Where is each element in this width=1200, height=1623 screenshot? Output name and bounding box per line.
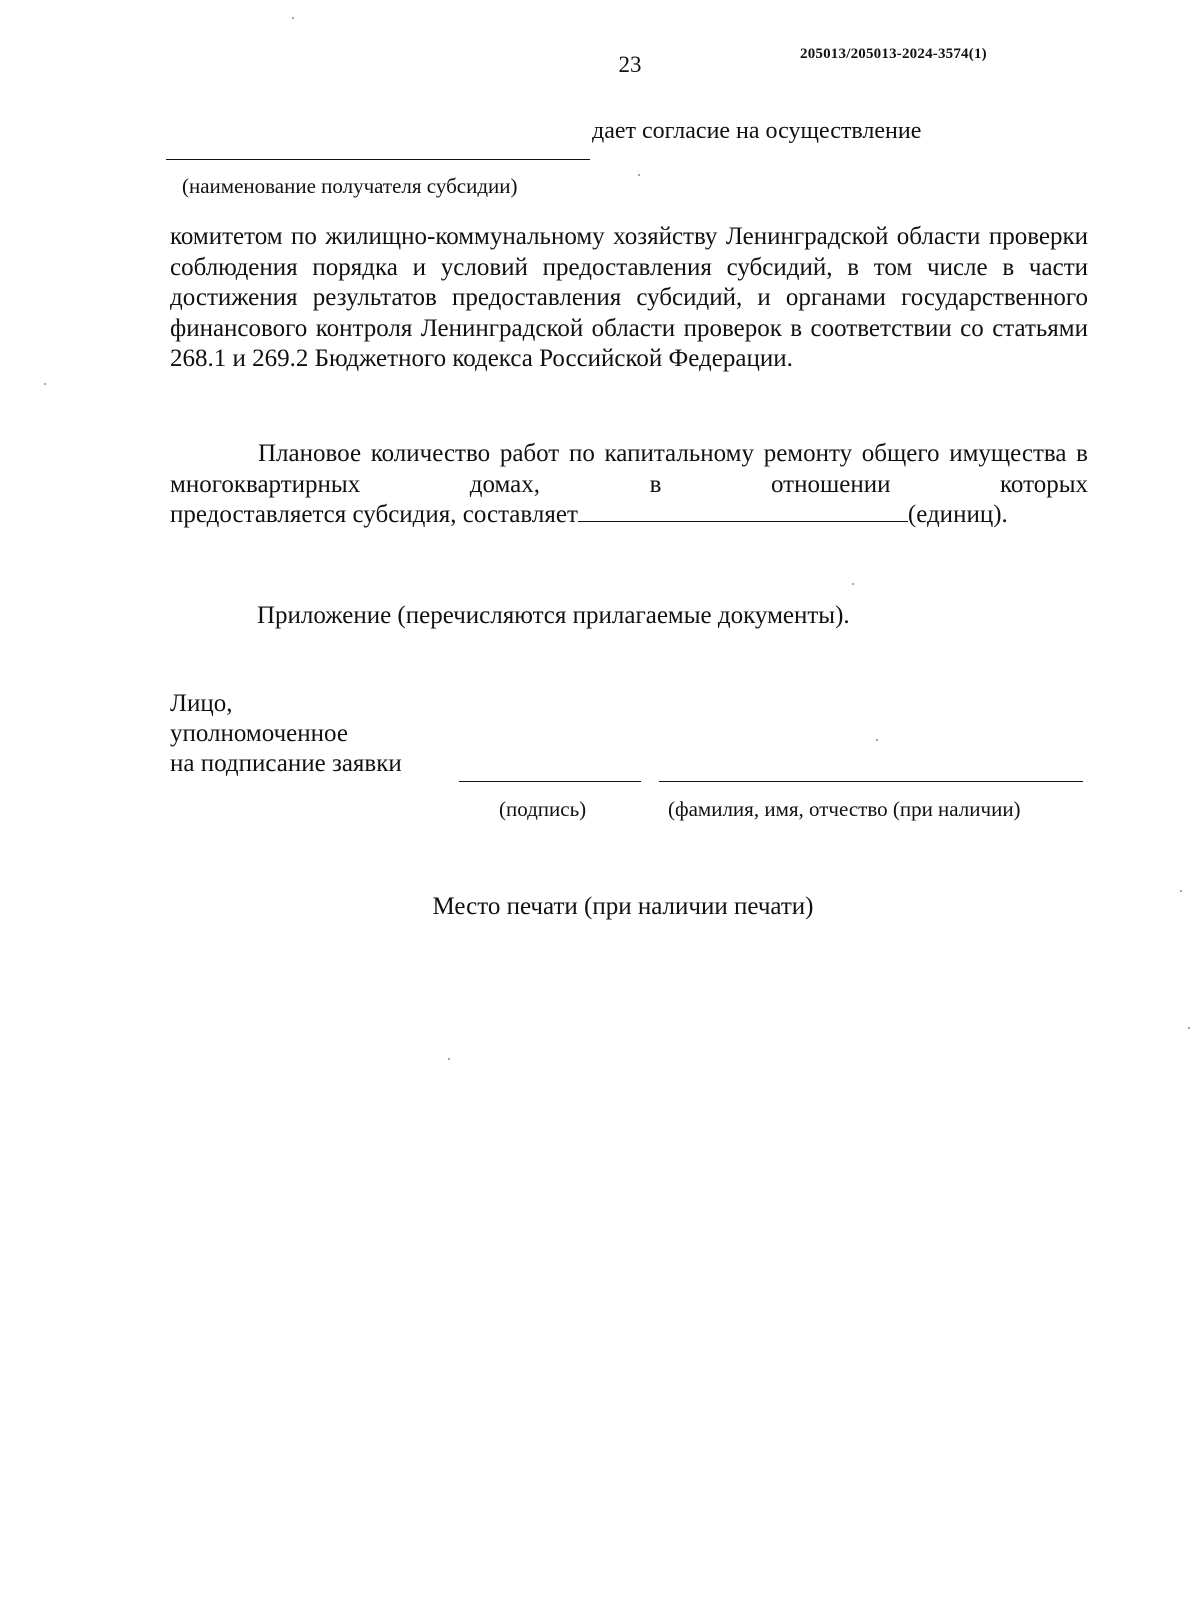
signatory-label-line-3: на подписание заявки (170, 750, 402, 777)
signatory-label-line-1: Лицо, (170, 690, 233, 717)
planned-works-paragraph: Плановое количество работ по капитальному ремонту общего имущества в многоквартирных домах, в отношении которых (170, 440, 1088, 498)
recipient-caption: (наименование получателя субсидии) (182, 174, 518, 198)
planned-works-last-line (170, 500, 1008, 531)
signature-blank (459, 781, 641, 782)
scan-speck (1188, 1027, 1190, 1029)
scan-speck (638, 174, 640, 176)
scan-speck (1180, 890, 1182, 892)
scan-speck (448, 1058, 450, 1060)
document-id: 205013/205013-2024-3574(1) (800, 46, 987, 62)
page-number: 23 (618, 52, 642, 77)
units-count-blank (578, 501, 908, 522)
planned-works-tail: (единиц). (907, 501, 1008, 528)
scan-speck (876, 739, 878, 741)
signature-caption: (подпись) (499, 797, 587, 821)
consent-text: дает согласие на осуществление (592, 118, 922, 144)
attachment-line: Приложение (перечисляются прилагаемые документы). (257, 602, 850, 629)
scan-speck (852, 583, 854, 585)
planned-works-lead: предоставляется субсидия, составляет (170, 501, 578, 528)
signatory-label-line-2: уполномоченное (170, 720, 348, 747)
full-name-caption: (фамилия, имя, отчество (при наличии) (668, 797, 1021, 821)
verification-paragraph: комитетом по жилищно-коммунальному хозяйству Ленинградской области проверки соблюдения порядка и условий предоставления субсидий, в том числе в части достижения результатов предоставления субсидий, и органами государственного финансового контроля Ленинградской области проверок в соответствии со статьями 268.1 и 269.2 Бюджетного кодекса Российской Федерации. (170, 223, 1088, 373)
full-name-blank (659, 781, 1083, 782)
stamp-place-text: Место печати (при наличии печати) (432, 893, 814, 920)
scan-speck (292, 17, 294, 19)
recipient-name-blank (166, 159, 590, 160)
scan-speck (44, 383, 46, 385)
